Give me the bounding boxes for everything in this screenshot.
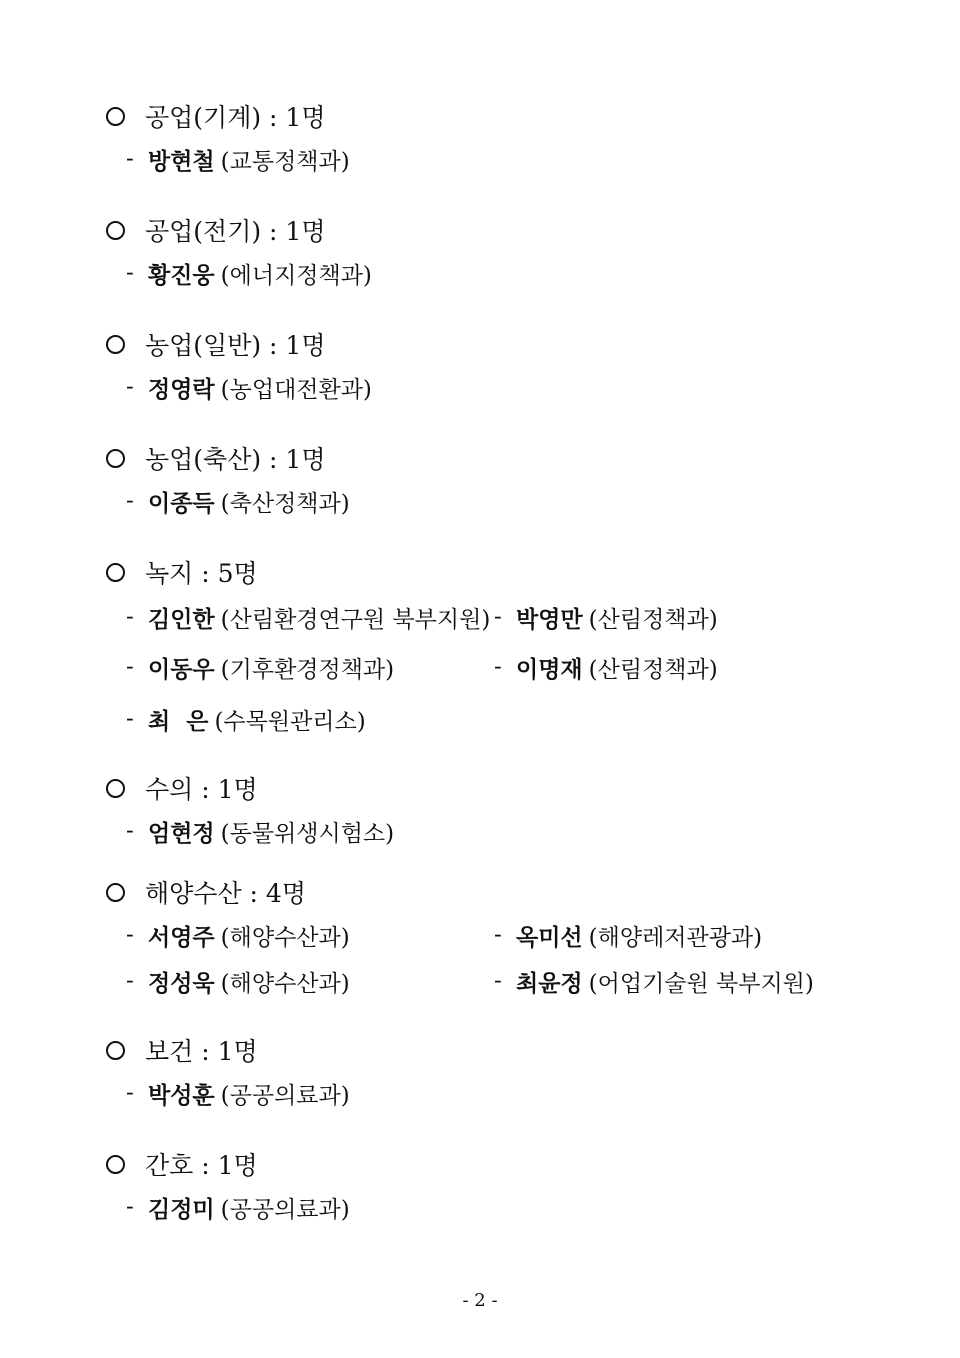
section-title: 공업(기계) : 1명 <box>145 103 326 132</box>
person-department: (동물위생시험소) <box>220 820 395 847</box>
section-title: 공업(전기) : 1명 <box>145 217 326 246</box>
circle-bullet-icon <box>106 107 125 126</box>
dash-marker: - <box>126 654 134 680</box>
person-name: 김인한 <box>148 605 215 633</box>
person-entry <box>494 965 814 998</box>
section-marine-fisheries <box>104 872 864 1004</box>
person-department: (어업기술원 북부지원) <box>588 970 814 997</box>
person-department: (산림정책과) <box>588 656 718 683</box>
person-row <box>126 364 864 410</box>
circle-bullet-icon <box>106 883 125 902</box>
person-name: 방현철 <box>148 147 215 175</box>
person-name: 황진웅 <box>148 261 215 289</box>
circle-bullet-icon <box>106 449 125 468</box>
dash-marker: - <box>126 260 134 286</box>
person-row <box>126 1070 864 1116</box>
person-name: 정성욱 <box>148 969 215 997</box>
person-department: (산림정책과) <box>588 606 718 633</box>
person-department: (농업대전환과) <box>220 376 372 403</box>
section-veterinary <box>104 768 864 854</box>
dash-marker: - <box>494 968 502 994</box>
person-row <box>126 592 864 642</box>
circle-bullet-icon <box>106 1041 125 1060</box>
dash-marker: - <box>126 146 134 172</box>
section-health <box>104 1030 864 1116</box>
section-heading <box>104 1144 864 1184</box>
person-name: 최 은 <box>148 707 209 735</box>
person-entry <box>494 919 762 952</box>
section-green-space <box>104 552 864 746</box>
section-title: 해양수산 : 4명 <box>145 879 306 908</box>
person-name: 김정미 <box>148 1195 215 1223</box>
person-entry <box>126 965 494 998</box>
dash-marker: - <box>494 922 502 948</box>
person-name: 박성훈 <box>148 1081 215 1109</box>
person-entry <box>126 703 494 736</box>
circle-bullet-icon <box>106 1155 125 1174</box>
section-title: 보건 : 1명 <box>145 1037 258 1066</box>
person-department: (에너지정책과) <box>220 262 372 289</box>
section-title: 수의 : 1명 <box>145 775 258 804</box>
section-electrical <box>104 210 864 296</box>
dash-marker: - <box>126 1194 134 1220</box>
person-name: 이동우 <box>148 655 215 683</box>
person-entry <box>126 1191 494 1224</box>
person-name: 엄현정 <box>148 819 215 847</box>
dash-marker: - <box>494 654 502 680</box>
person-row <box>126 958 864 1004</box>
person-entry <box>126 651 494 684</box>
person-entry <box>126 815 494 848</box>
person-name: 최윤정 <box>516 969 583 997</box>
section-heading <box>104 552 864 592</box>
section-heading <box>104 872 864 912</box>
person-entry <box>126 257 494 290</box>
circle-bullet-icon <box>106 563 125 582</box>
section-title: 농업(일반) : 1명 <box>145 331 326 360</box>
dash-marker: - <box>126 1080 134 1106</box>
person-name: 옥미선 <box>516 923 583 951</box>
person-entry <box>494 601 718 634</box>
page-number: - 2 - <box>462 1290 498 1311</box>
person-department: (교통정책과) <box>220 148 350 175</box>
person-row <box>126 1184 864 1230</box>
dash-marker: - <box>494 604 502 630</box>
person-department: (수목원관리소) <box>214 708 366 735</box>
dash-marker: - <box>126 818 134 844</box>
person-department: (축산정책과) <box>220 490 350 517</box>
person-row <box>126 250 864 296</box>
section-agriculture-livestock <box>104 438 864 524</box>
section-nursing <box>104 1144 864 1230</box>
dash-marker: - <box>126 374 134 400</box>
section-heading <box>104 96 864 136</box>
person-name: 이명재 <box>516 655 583 683</box>
circle-bullet-icon <box>106 779 125 798</box>
person-name: 정영락 <box>148 375 215 403</box>
section-heading <box>104 1030 864 1070</box>
person-row <box>126 692 864 746</box>
section-mechanical <box>104 96 864 182</box>
person-entry <box>126 1077 494 1110</box>
person-entry <box>126 371 494 404</box>
person-entry <box>126 919 494 952</box>
person-department: (공공의료과) <box>220 1196 350 1223</box>
person-entry <box>494 651 718 684</box>
person-department: (공공의료과) <box>220 1082 350 1109</box>
circle-bullet-icon <box>106 221 125 240</box>
section-heading <box>104 438 864 478</box>
person-department: (기후환경정책과) <box>220 656 395 683</box>
dash-marker: - <box>126 706 134 732</box>
person-name: 서영주 <box>148 923 215 951</box>
section-heading <box>104 210 864 250</box>
dash-marker: - <box>126 604 134 630</box>
section-heading <box>104 768 864 808</box>
circle-bullet-icon <box>106 335 125 354</box>
section-heading <box>104 324 864 364</box>
section-agriculture-general <box>104 324 864 410</box>
section-title: 농업(축산) : 1명 <box>145 445 326 474</box>
person-department: (해양수산과) <box>220 924 350 951</box>
person-row <box>126 642 864 692</box>
section-title: 간호 : 1명 <box>145 1151 258 1180</box>
person-department: (해양레저관광과) <box>588 924 763 951</box>
person-row <box>126 808 864 854</box>
person-entry <box>126 601 494 634</box>
person-entry <box>126 143 494 176</box>
person-row <box>126 136 864 182</box>
person-row <box>126 912 864 958</box>
person-name: 박영만 <box>516 605 583 633</box>
dash-marker: - <box>126 968 134 994</box>
person-row <box>126 478 864 524</box>
person-name: 이종득 <box>148 489 215 517</box>
person-department: (산림환경연구원 북부지원) <box>220 606 491 633</box>
dash-marker: - <box>126 922 134 948</box>
person-department: (해양수산과) <box>220 970 350 997</box>
section-title: 녹지 : 5명 <box>145 559 258 588</box>
dash-marker: - <box>126 488 134 514</box>
person-entry <box>126 485 494 518</box>
